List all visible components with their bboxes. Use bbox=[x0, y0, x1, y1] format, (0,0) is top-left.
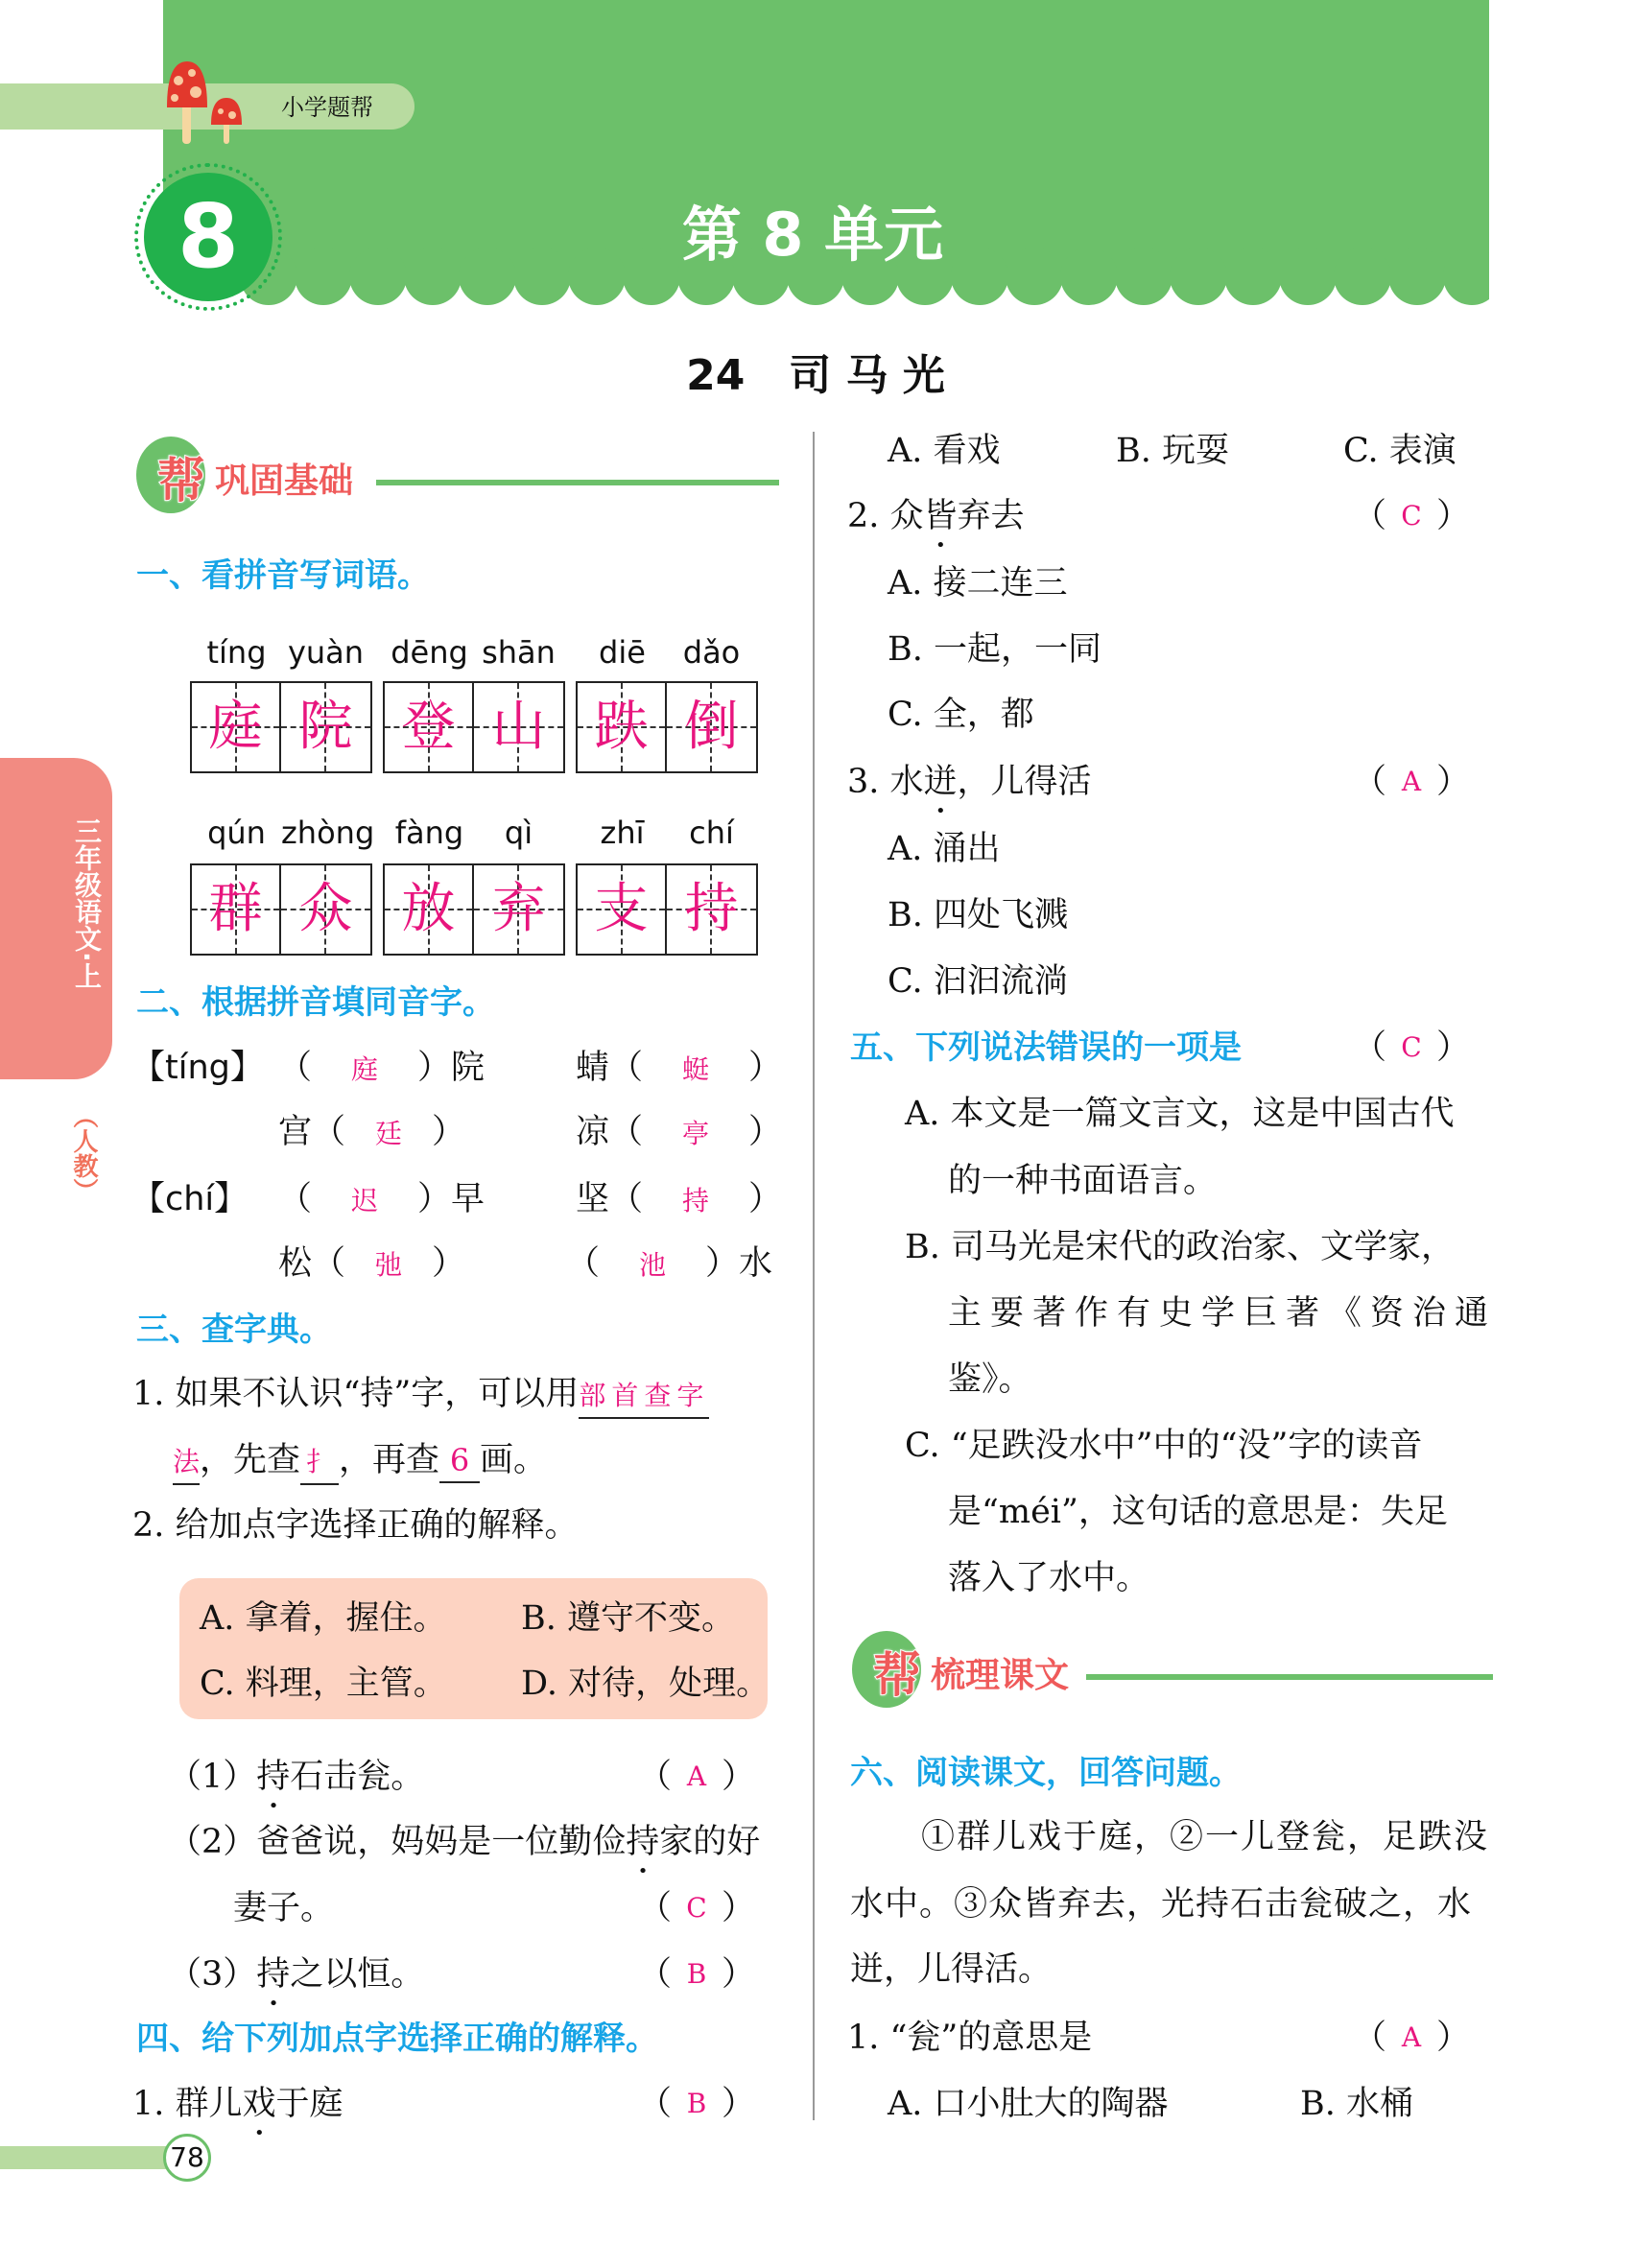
q5-line: 是“méi”，这句话的意思是：失足 bbox=[948, 1493, 1448, 1531]
answer-char: 放 bbox=[401, 878, 456, 940]
tianzige-cell bbox=[385, 683, 474, 771]
chi-a: （ 迟 ）早 bbox=[278, 1178, 485, 1222]
q4-1-option-b: B. 玩耍 bbox=[1116, 432, 1229, 470]
ting-a: （ 庭 ）院 bbox=[278, 1047, 485, 1091]
section-rule bbox=[376, 480, 779, 485]
tianzige-cell bbox=[281, 683, 370, 771]
q4-3-option-a: A. 涌出 bbox=[888, 830, 1001, 868]
q5-line: A. 本文是一篇文言文，这是中国古代 bbox=[905, 1095, 1455, 1133]
answer-char: 倒 bbox=[684, 696, 739, 758]
answer-char: 山 bbox=[491, 696, 546, 758]
answer-char: 持 bbox=[684, 878, 739, 940]
chi-c: 松（ 弛 ） bbox=[278, 1242, 465, 1287]
q6-1-option-a: A. 口小肚大的陶器 bbox=[888, 2085, 1169, 2123]
grade-label: 三年级语文·上 bbox=[71, 817, 103, 989]
q4-2-option-a: A. 接二连三 bbox=[888, 564, 1068, 602]
answer-text: 亭 bbox=[682, 1118, 710, 1149]
answer-paren: （ A ） bbox=[638, 1758, 755, 1796]
pinyin: zhòng bbox=[281, 815, 375, 851]
q3-item2: 2. 给加点字选择正确的解释。 bbox=[132, 1506, 579, 1545]
chi-label: 【chí】 bbox=[131, 1180, 249, 1218]
pinyin: tíng bbox=[206, 634, 267, 671]
q5-line: 主要著作有史学巨著《资治通 bbox=[948, 1294, 1498, 1333]
answer-char: 弃 bbox=[491, 878, 546, 940]
q5-line: 鉴》。 bbox=[948, 1360, 1032, 1399]
q4-2-option-b: B. 一起，一同 bbox=[888, 630, 1101, 669]
tianzige-word-box bbox=[576, 681, 758, 773]
bang-glyph: 帮 bbox=[873, 1647, 921, 1703]
lesson-title bbox=[576, 341, 1055, 402]
page-number: 78 bbox=[163, 2134, 211, 2182]
pinyin: yuàn bbox=[287, 634, 365, 671]
chi-d: （ 池 ）水 bbox=[566, 1242, 772, 1287]
answer-paren: （ B ） bbox=[638, 1955, 755, 1994]
edition-label: （人教） bbox=[69, 1103, 98, 1203]
pinyin: diē bbox=[599, 634, 646, 671]
answer-text: 弛 bbox=[375, 1249, 403, 1281]
answer-text: 法 bbox=[173, 1441, 200, 1485]
pinyin: dēng bbox=[391, 634, 468, 671]
ting-d: 凉（ 亭 ） bbox=[576, 1111, 782, 1155]
answer-char: 登 bbox=[401, 696, 456, 758]
section-rule bbox=[1086, 1674, 1493, 1680]
passage-line: 水中。③众皆弃去，光持石击瓮破之，水 bbox=[850, 1885, 1473, 1924]
section-consolidate bbox=[136, 437, 779, 513]
answer-char: 众 bbox=[298, 878, 353, 940]
tianzige-cell bbox=[474, 865, 563, 954]
q5-line: C. “足跌没水中”中的“没”字的读音 bbox=[905, 1427, 1423, 1465]
answer-char: 庭 bbox=[208, 696, 263, 758]
section-label: 梳理课文 bbox=[931, 1656, 1070, 1695]
q3-sub2-cont: 妻子。 bbox=[233, 1889, 335, 1927]
tianzige-cell bbox=[474, 683, 563, 771]
q6-1-option-b: B. 水桶 bbox=[1300, 2085, 1413, 2123]
answer-text: C bbox=[1401, 500, 1422, 532]
tianzige-cell bbox=[192, 865, 281, 954]
answer-text: 扌 bbox=[300, 1441, 339, 1485]
tianzige-word-box bbox=[576, 863, 758, 956]
q4-item1: 1. 群儿戏于庭 bbox=[132, 2085, 343, 2123]
definition-d: D. 对待，处理。 bbox=[521, 1665, 770, 1703]
q5-line: 落入了水中。 bbox=[948, 1559, 1150, 1597]
answer-char: 院 bbox=[298, 696, 353, 758]
q6-item1: 1. “瓮”的意思是 bbox=[847, 2019, 1093, 2057]
ting-b: 蜻（ 蜓 ） bbox=[576, 1047, 782, 1091]
section-review bbox=[852, 1631, 1493, 1708]
tianzige-cell bbox=[667, 865, 756, 954]
answer-text: 部首查字 bbox=[579, 1375, 709, 1419]
tianzige-word-box bbox=[190, 681, 372, 773]
pinyin: dǎo bbox=[682, 634, 741, 671]
answer-paren: （ A ） bbox=[1353, 2019, 1470, 2057]
q3-sub3: （3）持之以恒。 bbox=[168, 1955, 425, 1994]
answer-paren: （ C ） bbox=[1353, 497, 1470, 535]
q5-line: B. 司马光是宋代的政治家、文学家， bbox=[905, 1228, 1455, 1266]
answer-text: A bbox=[686, 1760, 707, 1792]
pinyin: zhī bbox=[600, 815, 645, 851]
definition-b: B. 遵守不变。 bbox=[521, 1599, 735, 1638]
unit-number: 8 bbox=[144, 173, 272, 301]
column-divider bbox=[813, 432, 815, 2120]
tianzige-cell bbox=[385, 865, 474, 954]
answer-text: 池 bbox=[639, 1249, 667, 1281]
answer-paren: （ C ） bbox=[638, 1889, 755, 1927]
q2-title: 二、根据拼音填同音字。 bbox=[136, 983, 495, 1022]
section-label: 巩固基础 bbox=[215, 461, 354, 501]
pinyin: qún bbox=[207, 815, 266, 851]
q4-1-option-a: A. 看戏 bbox=[888, 432, 1001, 470]
brand-name: 小学题帮 bbox=[281, 94, 373, 121]
chi-b: 坚（ 持 ） bbox=[576, 1178, 782, 1222]
tianzige-cell bbox=[578, 865, 667, 954]
q3-item1-line2: 法，先查 扌 ，再查 6 画。 bbox=[173, 1439, 547, 1485]
bang-glyph: 帮 bbox=[157, 453, 205, 508]
answer-text: 持 bbox=[682, 1185, 710, 1217]
q4-item3: 3. 水迸，儿得活 bbox=[847, 763, 1092, 801]
q1-title: 一、看拼音写词语。 bbox=[136, 556, 430, 595]
q4-item2: 2. 众皆弃去 bbox=[847, 497, 1025, 535]
q4-1-option-c: C. 表演 bbox=[1343, 432, 1456, 470]
lesson-number: 24 bbox=[686, 351, 746, 400]
ting-label: 【tíng】 bbox=[131, 1049, 264, 1087]
tianzige-cell bbox=[281, 865, 370, 954]
answer-text: A bbox=[1401, 766, 1422, 797]
tianzige-cell bbox=[667, 683, 756, 771]
answer-text: C bbox=[1401, 1031, 1422, 1063]
q3-item1-line1: 1. 如果不认识“持”字，可以用部首查字 bbox=[132, 1373, 709, 1419]
pinyin: fàng bbox=[394, 815, 464, 851]
ting-c: 宫（ 廷 ） bbox=[278, 1111, 465, 1155]
pinyin: shān bbox=[482, 634, 556, 671]
answer-paren: （ B ） bbox=[638, 2085, 755, 2123]
passage-line: ①群儿戏于庭，②一儿登瓮，足跌没 bbox=[921, 1818, 1490, 1856]
answer-char: 群 bbox=[208, 878, 263, 940]
answer-paren: （ C ） bbox=[1353, 1028, 1470, 1067]
q3-sub2: （2）爸爸说，妈妈是一位勤俭持家的好 bbox=[168, 1823, 761, 1861]
q6-title: 六、阅读课文，回答问题。 bbox=[850, 1754, 1242, 1792]
answer-text: B bbox=[686, 2088, 707, 2119]
footer-strip bbox=[0, 2146, 173, 2169]
answer-text: 蜓 bbox=[682, 1053, 710, 1085]
tianzige-word-box bbox=[190, 863, 372, 956]
tianzige-word-box bbox=[383, 863, 565, 956]
pinyin: chí bbox=[689, 815, 734, 851]
q4-title: 四、给下列加点字选择正确的解释。 bbox=[136, 2020, 658, 2058]
tianzige-word-box bbox=[383, 681, 565, 773]
q4-3-option-c: C. 汩汩流淌 bbox=[888, 962, 1068, 1001]
answer-char: 跌 bbox=[594, 696, 649, 758]
q3-title: 三、查字典。 bbox=[136, 1311, 332, 1349]
q5-line: 的一种书面语言。 bbox=[948, 1162, 1218, 1200]
answer-paren: （ A ） bbox=[1353, 763, 1470, 801]
answer-text: 庭 bbox=[351, 1053, 379, 1085]
answer-text: C bbox=[686, 1892, 707, 1924]
q4-3-option-b: B. 四处飞溅 bbox=[888, 896, 1068, 934]
answer-text: 迟 bbox=[351, 1185, 379, 1217]
lesson-name: 司 马 光 bbox=[789, 351, 945, 400]
passage-line: 迸，儿得活。 bbox=[850, 1950, 1053, 1989]
mushroom-icon bbox=[165, 59, 280, 146]
answer-text: 廷 bbox=[375, 1118, 403, 1149]
q4-2-option-c: C. 全，都 bbox=[888, 696, 1034, 734]
answer-char: 支 bbox=[594, 878, 649, 940]
definition-a: A. 拿着，握住。 bbox=[200, 1599, 447, 1638]
q5-title: 五、下列说法错误的一项是 bbox=[850, 1028, 1242, 1067]
unit-title: 第 8 单元 bbox=[681, 200, 944, 270]
pinyin: qì bbox=[504, 815, 533, 851]
answer-text: A bbox=[1401, 2021, 1422, 2053]
definition-c: C. 料理，主管。 bbox=[200, 1665, 447, 1703]
answer-text: B bbox=[686, 1958, 707, 1990]
answer-text: 6 bbox=[439, 1439, 480, 1483]
q3-sub1: （1）持石击瓮。 bbox=[168, 1758, 425, 1796]
tianzige-cell bbox=[192, 683, 281, 771]
tianzige-cell bbox=[578, 683, 667, 771]
